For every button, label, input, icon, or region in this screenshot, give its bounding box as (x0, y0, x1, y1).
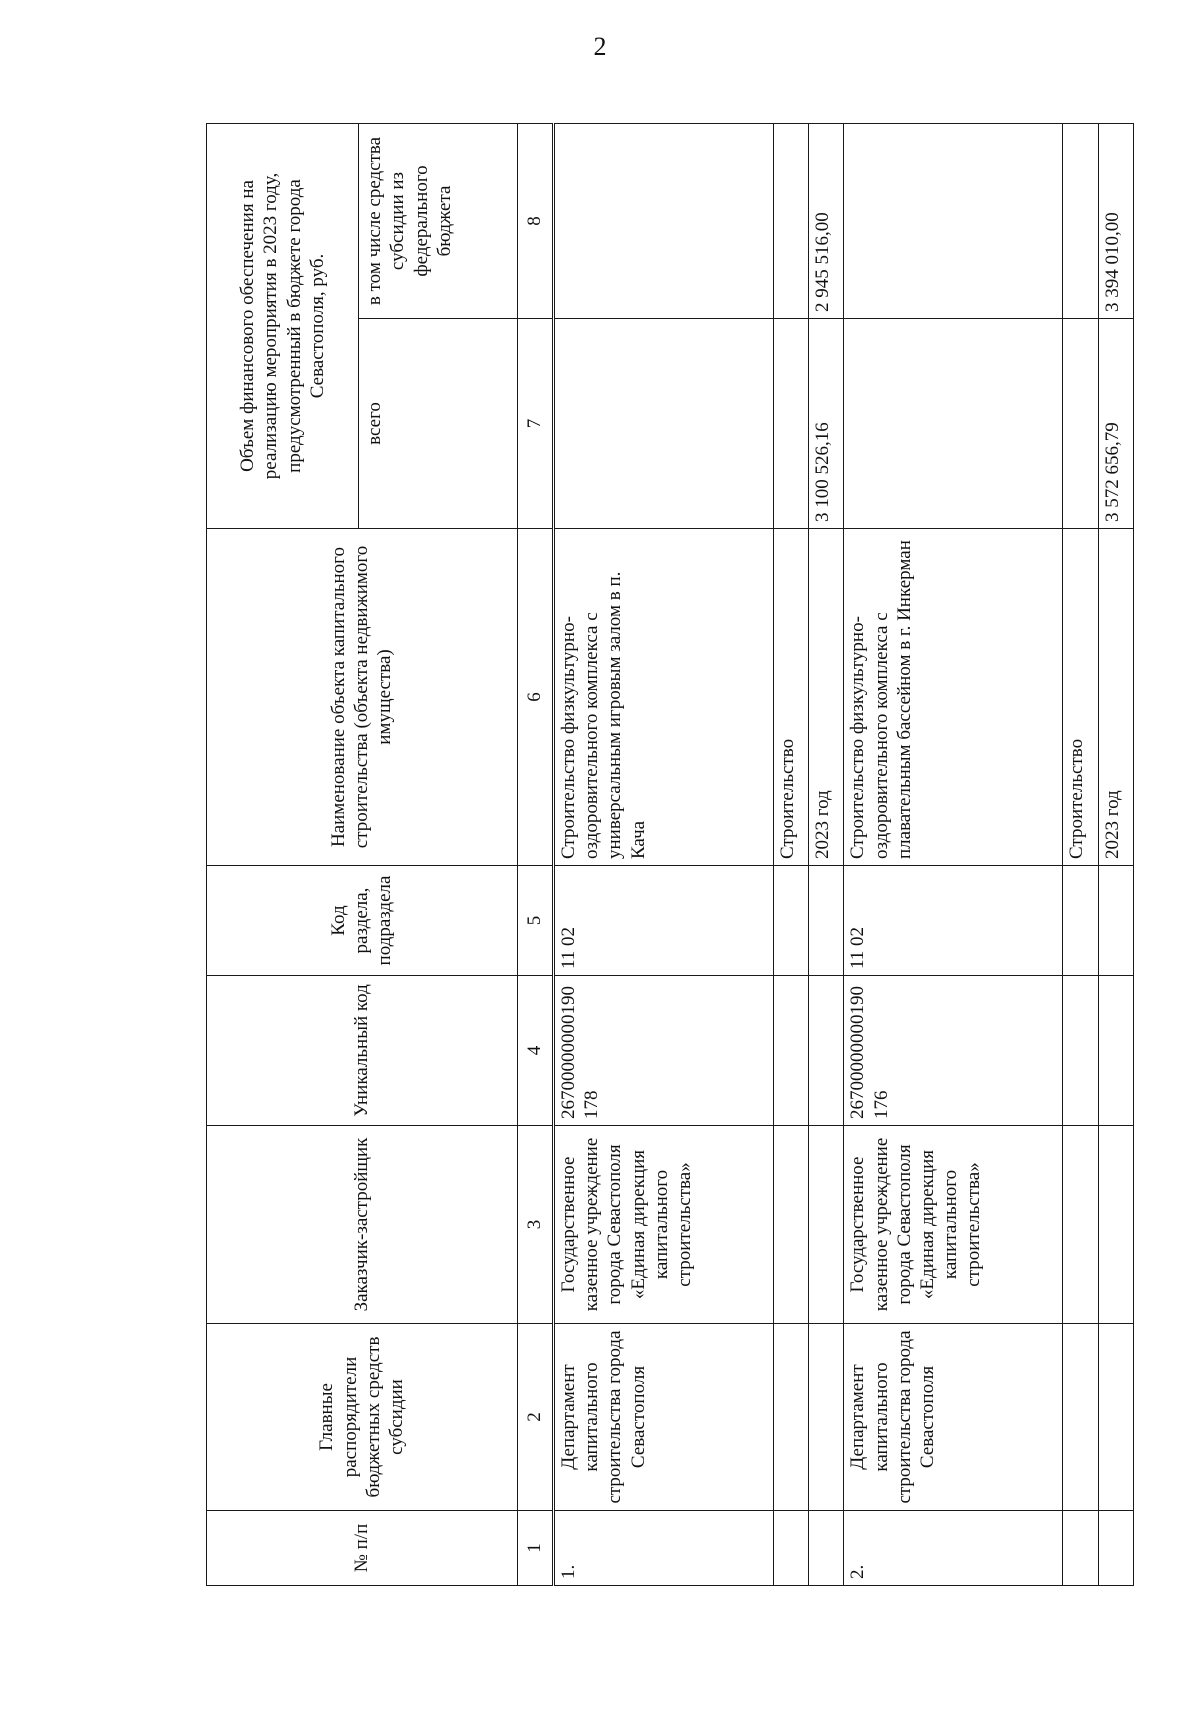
table-row (773, 123, 808, 1585)
row-stage: Строительство (1063, 529, 1098, 866)
capital-construction-table (206, 123, 1134, 1586)
row-distributor: Департамент капитального строительства города Севастополя (553, 1324, 773, 1511)
column-index: 6 (517, 529, 553, 866)
row-section-code: 11 02 (553, 866, 773, 976)
row-total (553, 319, 773, 529)
row-object-name: Строительство физкультурно-оздоровительного комплекса с плавательным бассейном в г. Инкерман (844, 529, 1063, 866)
rotated-table-container (206, 124, 1134, 1586)
header-unique-code: Уникальный код (207, 976, 518, 1126)
header-total: всего (359, 319, 517, 529)
column-index: 8 (517, 123, 553, 318)
row-number: 1. (553, 1511, 773, 1586)
column-index: 3 (517, 1126, 553, 1324)
row-stage: Строительство (773, 529, 808, 866)
column-index: 5 (517, 866, 553, 976)
row-year: 2023 год (809, 529, 844, 866)
column-index: 7 (517, 319, 553, 529)
column-index-row (517, 123, 553, 1585)
row-federal-amount: 3 394 010,00 (1098, 123, 1133, 318)
header-federal: в том числе средства субсидии из федерального бюджета (359, 123, 517, 318)
row-federal (844, 123, 1063, 318)
row-distributor: Департамент капитального строительства города Севастополя (844, 1324, 1063, 1511)
row-federal-amount: 2 945 516,00 (809, 123, 844, 318)
column-index: 2 (517, 1324, 553, 1511)
column-index: 1 (517, 1511, 553, 1586)
row-object-name: Строительство физкультурно-оздоровительного комплекса с универсальным игровым залом в п. Кача (553, 529, 773, 866)
header-row-1 (207, 123, 359, 1585)
row-unique-code: 26700000000190178 (553, 976, 773, 1126)
row-number: 2. (844, 1511, 1063, 1586)
column-index: 4 (517, 976, 553, 1126)
header-object-name: Наименование объекта капитального строительства (объекта недвижимого имущества) (207, 529, 518, 866)
row-total-amount: 3 572 656,79 (1098, 319, 1133, 529)
row-total (844, 319, 1063, 529)
header-number: № п/п (207, 1511, 518, 1586)
row-customer: Государственное казенное учреждение города Севастополя «Единая дирекция капитального строительства» (844, 1126, 1063, 1324)
header-distributor: Главные распорядители бюджетных средств субсидии (207, 1324, 518, 1511)
table-row (1063, 123, 1098, 1585)
header-section-code: Код раздела, подраздела (207, 866, 518, 976)
row-unique-code: 26700000000190176 (844, 976, 1063, 1126)
table-row (1098, 123, 1133, 1585)
row-federal (553, 123, 773, 318)
table-row (553, 123, 773, 1585)
header-funding-volume: Объем финансового обеспечения на реализацию мероприятия в 2023 году, предусмотренный в бюджете города Севастополя, руб. (207, 123, 359, 528)
row-year: 2023 год (1098, 529, 1133, 866)
table-row (844, 123, 1063, 1585)
table-row (809, 123, 844, 1585)
row-total-amount: 3 100 526,16 (809, 319, 844, 529)
header-customer: Заказчик-застройщик (207, 1126, 518, 1324)
row-customer: Государственное казенное учреждение города Севастополя «Единая дирекция капитального строительства» (553, 1126, 773, 1324)
row-section-code: 11 02 (844, 866, 1063, 976)
page-number: 2 (593, 32, 607, 61)
